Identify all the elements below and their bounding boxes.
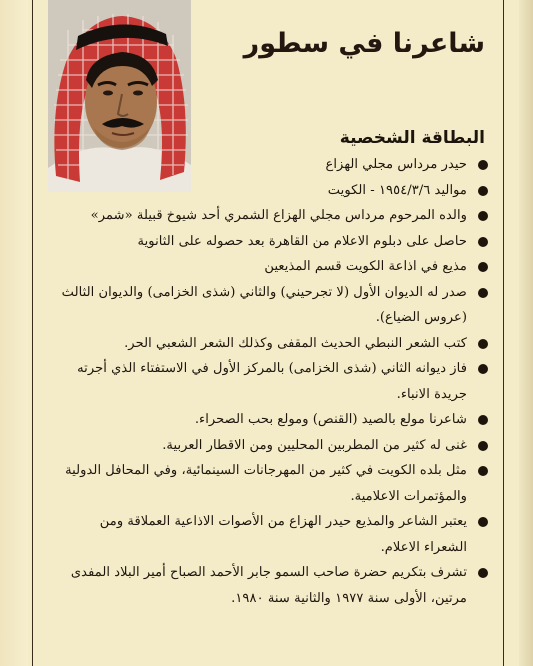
bullet-icon — [478, 211, 488, 221]
list-item — [53, 407, 489, 433]
list-item-text: مثل بلده الكويت في كثير من المهرجانات السينمائية، وفي المحافل الدولية والمؤتمرات الاعلامية. — [65, 463, 467, 504]
list-item — [53, 458, 489, 509]
list-item — [53, 152, 489, 178]
list-item — [53, 229, 489, 255]
bullet-icon — [478, 186, 488, 196]
bullet-icon — [478, 441, 488, 451]
list-item-text: صدر له الديوان الأول (لا تجرحيني) والثاني (شذى الخزامى) والديوان الثالث (عروس الضياع). — [61, 284, 467, 325]
list-item-text: شاعرنا مولع بالصيد (القنص) ومولع بحب الصحراء. — [194, 412, 467, 427]
bullet-icon — [478, 339, 488, 349]
bullet-icon — [478, 517, 488, 527]
page-margin — [0, 0, 28, 666]
list-item-text: كتب الشعر النبطي الحديث المقفى وكذلك الشعر الشعبي الحر. — [124, 335, 467, 351]
list-item — [53, 560, 489, 611]
list-item-text: مواليد ١٩٥٤/٣/٦ - الكويت — [327, 182, 467, 198]
list-item-text: يعتبر الشاعر والمذيع حيدر الهزاع من الأصوات الاذاعية العملاقة ومن الشعراء الاعلام. — [99, 514, 467, 555]
list-item — [53, 280, 489, 331]
bullet-icon — [478, 288, 488, 298]
list-item — [53, 254, 489, 280]
list-item — [53, 356, 489, 407]
bullet-icon — [478, 415, 488, 425]
page-title: شاعرنا في سطور — [243, 28, 485, 59]
list-item — [53, 433, 489, 459]
bullet-icon — [478, 466, 488, 476]
list-item — [53, 178, 489, 204]
list-item — [53, 203, 489, 229]
bullet-icon — [478, 160, 488, 170]
list-item-text: حيدر مرداس مجلي الهزاع — [325, 157, 467, 172]
bullet-icon — [478, 237, 488, 247]
list-item-text: حاصل على دبلوم الاعلام من القاهرة بعد حصوله على الثانوية — [137, 233, 467, 249]
bullet-icon — [478, 262, 488, 272]
bio-list — [53, 152, 489, 611]
list-item-text: تشرف بتكريم حضرة صاحب السمو جابر الأحمد الصباح أمير البلاد المفدى مرتين، الأولى سنة ١٩٧٧ والثانية سنة ١٩٨٠. — [70, 565, 467, 606]
list-item-text: والده المرحوم مرداس مجلي الهزاع الشمري أحد شيوخ قبيلة «شمر» — [90, 208, 467, 223]
list-item-text: فاز ديوانه الثاني (شذى الخزامى) بالمركز الأول في الاستفتاء الذي أجرته جريدة الانباء. — [77, 361, 467, 402]
list-item-text: مذيع في اذاعة الكويت قسم المذيعين — [264, 259, 467, 274]
bullet-icon — [478, 364, 488, 374]
section-heading: البطاقة الشخصية — [339, 128, 485, 148]
bullet-icon — [478, 568, 488, 578]
list-item — [53, 509, 489, 560]
page-edge-shadow — [519, 0, 533, 666]
list-item — [53, 331, 489, 357]
list-item-text: غنى له كثير من المطربين المحليين ومن الاقطار العربية. — [162, 437, 467, 453]
